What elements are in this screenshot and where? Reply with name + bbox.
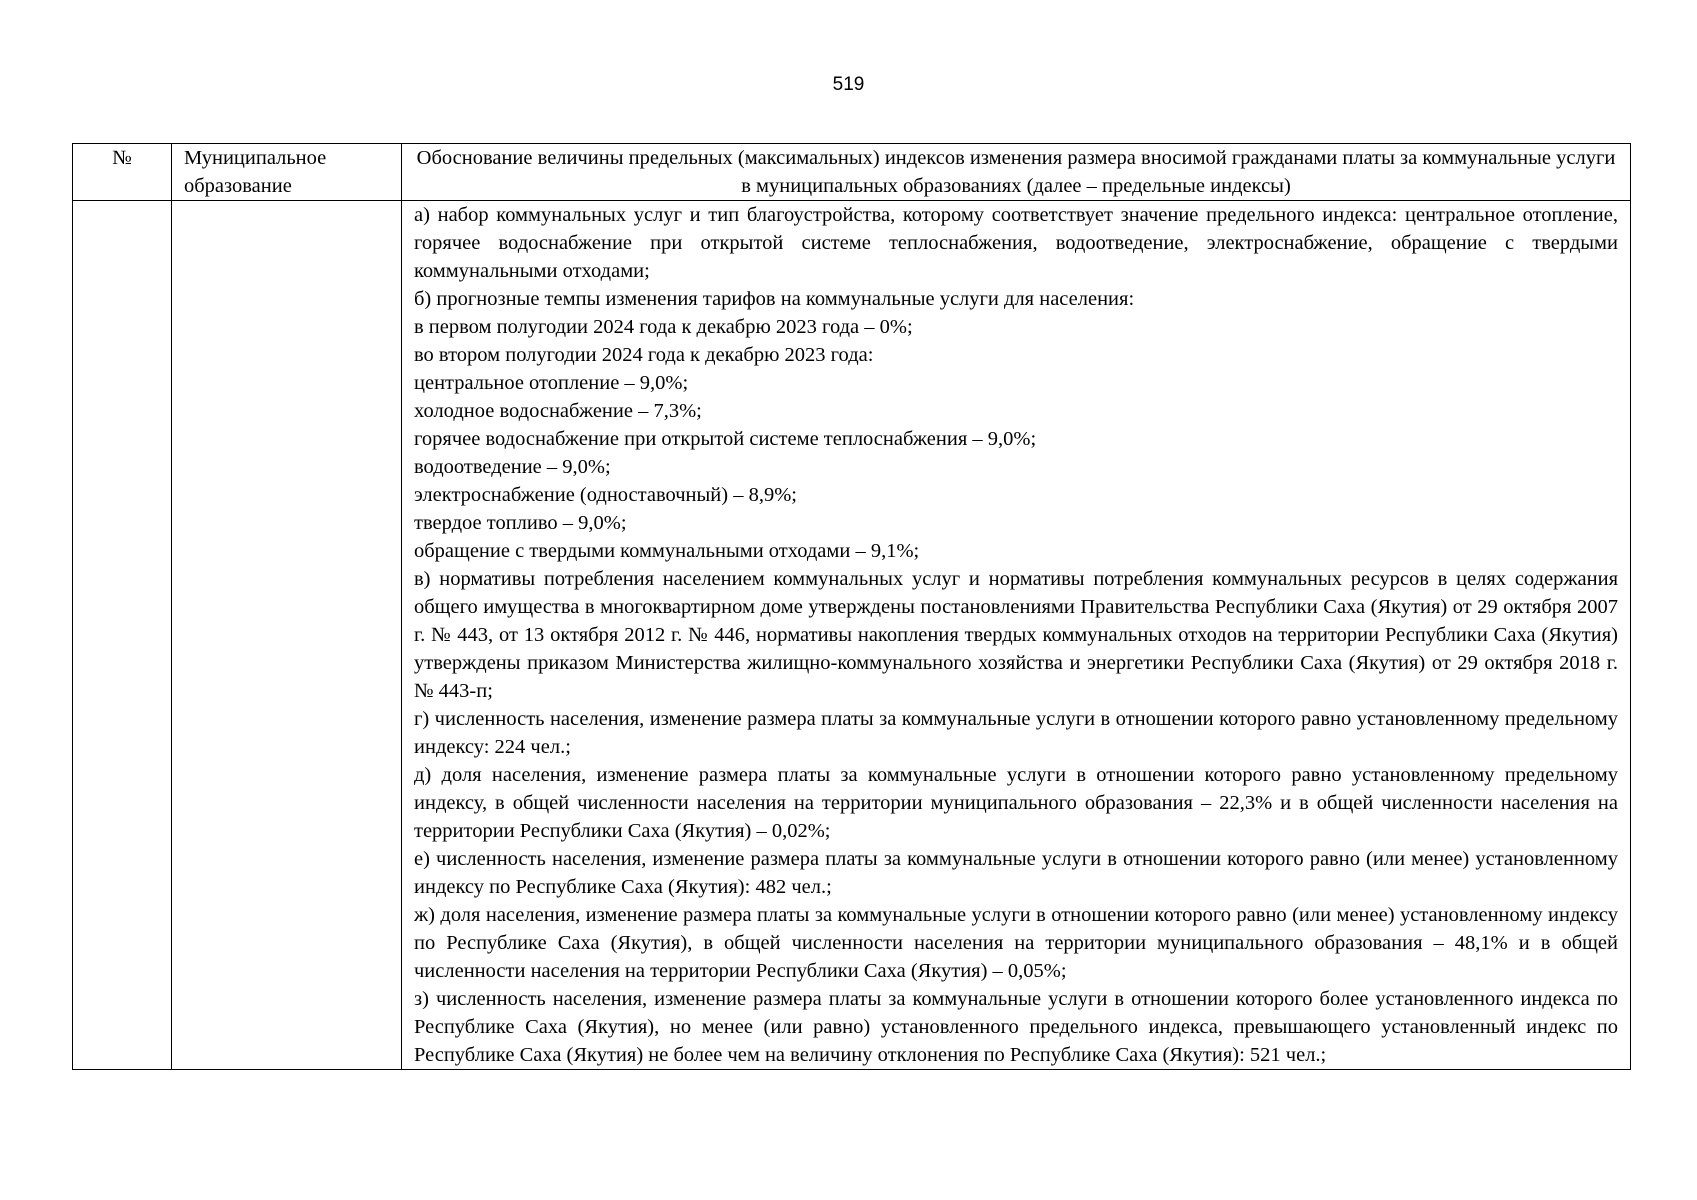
paragraph-b-tariff-rates: б) прогнозные темпы изменения тарифов на коммунальные услуги для населения: <box>414 288 1135 310</box>
table-row <box>73 201 1631 1070</box>
rate-solid-fuel: твердое топливо – 9,0%; <box>414 512 627 534</box>
rate-electricity: электроснабжение (одноставочный) – 8,9%; <box>414 484 797 506</box>
header-number: № <box>73 144 172 201</box>
page-number: 519 <box>832 74 865 95</box>
paragraph-z-population-above-republic-index: з) численность населения, изменение размера платы за коммунальные услуги в отношении которого более установленного индекса по Республике Саха (Якутия), но менее (или равно) установленного предельного индекса, превышающего установленный индекс по Республике Саха (Якутия) не более чем на величину отклонения по Республике Саха (Якутия): 521 чел.; <box>414 988 1618 1066</box>
paragraph-e-population-under-republic-index: е) численность населения, изменение размера платы за коммунальные услуги в отношении которого равно (или менее) установленному индексу по Республике Саха (Якутия): 482 чел.; <box>414 848 1618 898</box>
table-header <box>73 144 1631 201</box>
header-municipality: Муниципальное образование <box>172 144 402 201</box>
rate-drainage: водоотведение – 9,0%; <box>414 456 611 478</box>
header-row <box>73 144 1631 201</box>
rate-solid-waste: обращение с твердыми коммунальными отходами – 9,1%; <box>414 540 920 562</box>
paragraph-d-population-share-equal: д) доля населения, изменение размера платы за коммунальные услуги в отношении которого равно установленному предельному индексу, в общей численности населения на территории муниципального образования – 22,3% и в общей численности населения на территории Республики Саха (Якутия) – 0,02%; <box>414 764 1618 842</box>
cell-municipality <box>172 201 402 1070</box>
header-justification: Обоснование величины предельных (максимальных) индексов изменения размера вносимой гражданами платы за коммунальные услуги в муниципальных образованиях (далее – предельные индексы) <box>402 144 1631 201</box>
table-body <box>73 201 1631 1070</box>
paragraph-zh-population-share-under-republic-index: ж) доля населения, изменение размера платы за коммунальные услуги в отношении которого равно (или менее) установленному индексу по Республике Саха (Якутия), в общей численности населения на территории муниципального образования – 48,1% и в общей численности населения на территории Республики Саха (Якутия) – 0,05%; <box>414 904 1618 982</box>
rate-second-half-2024-heading: во втором полугодии 2024 года к декабрю 2023 года: <box>414 344 874 366</box>
tariff-index-table <box>72 143 1631 1070</box>
paragraph-v-consumption-norms: в) нормативы потребления населением коммунальных услуг и нормативы потребления коммунальных ресурсов в целях содержания общего имущества в многоквартирном доме утверждены постановлениями Правительства Республики Саха (Якутия) от 29 октября 2007 г. № 443, от 13 октября 2012 г. № 446, нормативы накопления твердых коммунальных отходов на территории Республики Саха (Якутия) утверждены приказом Министерства жилищно-коммунального хозяйства и энергетики Республики Саха (Якутия) от 29 октября 2018 г. № 443-п; <box>414 568 1618 702</box>
rate-cold-water: холодное водоснабжение – 7,3%; <box>414 400 702 422</box>
rate-hot-water: горячее водоснабжение при открытой системе теплоснабжения – 9,0%; <box>414 428 1037 450</box>
rate-central-heating: центральное отопление – 9,0%; <box>414 372 689 394</box>
cell-justification <box>402 201 1631 1070</box>
rate-first-half-2024: в первом полугодии 2024 года к декабрю 2023 года – 0%; <box>414 316 913 338</box>
paragraph-g-population-equal: г) численность населения, изменение размера платы за коммунальные услуги в отношении которого равно установленному предельному индексу: 224 чел.; <box>414 708 1618 758</box>
cell-number <box>73 201 172 1070</box>
paragraph-a-services-set: а) набор коммунальных услуг и тип благоустройства, которому соответствует значение предельного индекса: центральное отопление, горячее водоснабжение при открытой системе теплоснабжения, водоотведение, электроснабжение, обращение с твердыми коммунальными отходами; <box>414 204 1618 282</box>
